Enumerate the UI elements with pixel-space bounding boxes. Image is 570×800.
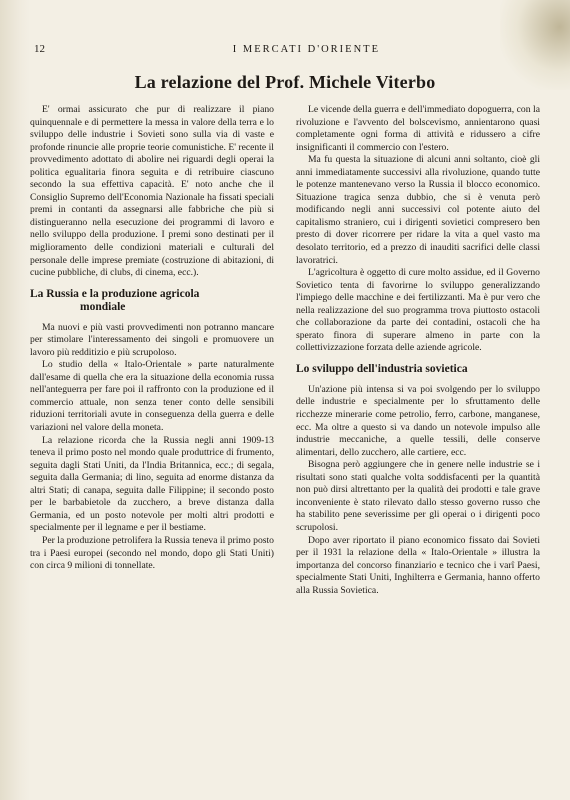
article-body	[30, 104, 540, 774]
paragraph: Per la produzione petrolifera la Russia teneva il primo posto tra i Paesi europei (secondo nel mondo, dopo gli Stati Uniti) con circa 9 milioni di tonnellate.	[30, 534, 274, 572]
section-heading-russia-agricola	[30, 288, 274, 314]
paragraph: La relazione ricorda che la Russia negli anni 1909-13 teneva il primo posto nel mondo quale produttrice di frumento, seguita dagli Stati Uniti, da l'India Britannica, ecc.; di segala, seguita dalla Germania; di lino, seguita ad enorme distanza da altri Stati; di canapa, seguita dalle Filippine; il secondo posto per le barbabietole da zucchero, a breve distanza dalla Germania, ed un posto notevole per molti altri prodotti e specialmente per il legname e per il bestiame.	[30, 434, 274, 534]
running-head: I MERCATI D'ORIENTE	[232, 44, 380, 55]
right-column	[296, 104, 540, 774]
paragraph: Ma fu questa la situazione di alcuni anni soltanto, cioè gli anni immediatamente successivi alla rivoluzione, quando tutte le potenze mantenevano verso la Russia il blocco economico. Situazione tragica senza dubbio, che si è venuta però modificando negli anni successivi col potente aiuto del capitalismo straniero, cui i dirigenti sovietici compresero ben presto di dover ricorrere per ridare la vita a quel vasto ma desolato territorio, ed a prezzo di inauditi sacrifici delle classi lavoratrici.	[296, 154, 540, 266]
paragraph: Lo studio della « Italo-Orientale » parte naturalmente dall'esame di quella che era la situazione della economia russa nell'anteguerra per fare poi il raffronto con la produzione ed il commercio attuale, non senza tener conto delle sensibili riduzioni territoriali avute in conseguenza della guerra e delle variazioni nel valore della moneta.	[30, 359, 274, 434]
paragraph: L'agricoltura è oggetto di cure molto assidue, ed il Governo Sovietico tenta di favorirne lo sviluppo generalizzando l'impiego delle macchine e dei fertilizzanti. Ma è pur vero che nella realizzazione del suo programma trova piuttosto ostacoli che collaborazione da parte dei contadini, ostacoli che ha sperato finora di superare almeno in parte con la collettivizzazione forzata delle aziende agricole.	[296, 267, 540, 354]
paragraph: Bisogna però aggiungere che in genere nelle industrie se i risultati sono stati qualche volta soddisfacenti per la quantità non può dirsi altrettanto per la qualità dei prodotti e tale grave inconveniente è stato rilevato dallo stesso governo russo che ha stabilito pene severissime per gli operai o i dirigenti poco scrupolosi.	[296, 459, 540, 533]
page-number: 12	[34, 43, 45, 55]
paragraph: Dopo aver riportato il piano economico fissato dai Sovieti per il 1931 la relazione della « Italo-Orientale » illustra la importanza del concorso finanziario e tecnico che i varî Paesi, specialmente Stati Uniti, Inghilterra e Germania, hanno offerto alla Russia Sovietica.	[296, 534, 540, 596]
section-heading-line: La Russia e la produzione agricola	[30, 287, 200, 300]
paragraph: E' ormai assicurato che pur di realizzare il piano quinquennale e di permettere la messa in valore della terra e lo sviluppo delle industrie i Sovieti sono sulla via di vaste e profonde rinuncie alle proprie teorie comunistiche. E' recente il provvedimento adottato di abolire nei riguardi degli operai la politica egualitaria finora seguita e di retribuire ciascuno secondo la sua effettiva capacità. E' noto anche che il Consiglio Supremo dell'Economia Nazionale ha fissati speciali premi in contanti da assegnarsi alle fabbriche che più si distingueranno nella esecuzione dei programmi di lavoro e nello sviluppo della produzione. I premi sono destinati per il miglioramento delle condizioni materiali e culturali del personale delle imprese premiate (costruzione di abitazioni, di cucine pubbliche, di clubs, di cinema, ecc.).	[30, 104, 274, 279]
article-title: La relazione del Prof. Michele Viterbo	[134, 72, 436, 92]
paragraph: Le vicende della guerra e dell'immediato dopoguerra, con la rivoluzione e l'avvento del bolscevismo, annientarono quasi completamente ogni forma di attività e ridussero a cifre insignificanti il commercio con l'estero.	[296, 104, 540, 153]
paragraph: Ma nuovi e più vasti provvedimenti non potranno mancare per stimolare l'interessamento dei singoli e promuovere un lavoro più redditizio e più scrupoloso.	[30, 321, 274, 358]
section-heading-line: mondiale	[80, 300, 126, 313]
page-header	[34, 43, 530, 55]
section-heading-industria: Lo sviluppo dell'industria sovietica	[296, 362, 468, 375]
left-column	[30, 104, 274, 774]
paragraph: Un'azione più intensa si va poi svolgendo per lo sviluppo delle industrie e specialmente per lo sfruttamento delle ricchezze minerarie come petrolio, ferro, carbone, manganese, ecc. Ma oltre a questo si va dando un notevole impulso alle industrie meccaniche, a quelle tessili, delle conserve alimentari, dello zucchero, alle cartiere, ecc.	[296, 383, 540, 458]
page-spine-shadow	[0, 0, 30, 800]
